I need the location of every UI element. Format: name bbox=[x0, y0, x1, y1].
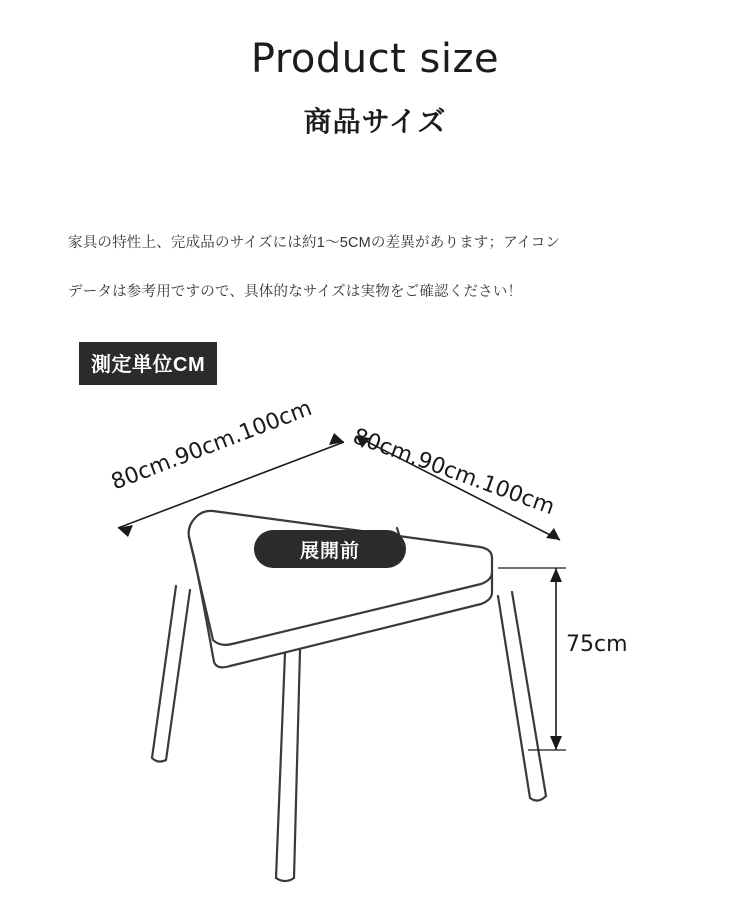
table-leg-center bbox=[276, 650, 300, 881]
table-leg-left bbox=[152, 586, 190, 762]
dimension-label-left: 80cm.90cm.100cm bbox=[108, 395, 316, 496]
dimension-label-right: 80cm.90cm.100cm bbox=[349, 424, 558, 521]
table-leg-right bbox=[498, 592, 546, 801]
note-line-1: 家具の特性上、完成品のサイズには約1～5CMの差異があります；アイコン bbox=[68, 235, 561, 251]
arrowhead-height-bottom bbox=[550, 736, 562, 750]
page-title-jp: 商品サイズ bbox=[303, 106, 447, 137]
dimension-label-height: 75cm bbox=[566, 632, 628, 657]
note-line-2: データは参考用ですので、具体的なサイズは実物をご確認ください！ bbox=[68, 284, 523, 300]
state-badge-before-expansion: 展開前 bbox=[254, 530, 406, 568]
table-dimension-diagram bbox=[0, 395, 750, 900]
page-title-en: Product size bbox=[250, 36, 500, 82]
arrowhead-height-top bbox=[550, 568, 562, 582]
measurement-unit-badge: 測定単位CM bbox=[79, 342, 217, 385]
